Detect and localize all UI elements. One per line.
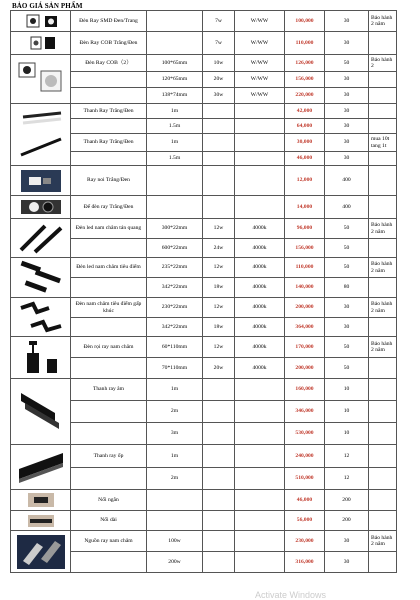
- product-size: 1m: [147, 134, 203, 152]
- product-name: Đèn led nam châm tán quang: [71, 219, 147, 239]
- product-color: 4000k: [235, 298, 285, 318]
- product-name: [71, 358, 147, 379]
- product-image-cell: [11, 337, 71, 379]
- magnetic-power-supply-icon: [15, 533, 67, 571]
- product-price: 364,000: [285, 318, 325, 337]
- product-power: 30w: [203, 88, 235, 104]
- product-size: [147, 32, 203, 55]
- long-connector-icon: [26, 513, 56, 529]
- product-power: [203, 134, 235, 152]
- product-size: 1m: [147, 445, 203, 468]
- product-power: [203, 423, 235, 445]
- product-qty: 30: [325, 318, 369, 337]
- product-price: 156,000: [285, 72, 325, 88]
- product-qty: 50: [325, 358, 369, 379]
- product-qty: 12: [325, 445, 369, 468]
- product-image-cell: [11, 298, 71, 337]
- product-power: [203, 104, 235, 119]
- table-row: [11, 337, 397, 358]
- product-qty: 30: [325, 119, 369, 134]
- table-row: [11, 32, 397, 55]
- rail-base-icon: [19, 198, 63, 216]
- product-color: [235, 401, 285, 423]
- product-qty: 30: [325, 88, 369, 104]
- recessed-rail-icon: [15, 383, 67, 441]
- product-note: [369, 278, 397, 298]
- product-size: [147, 11, 203, 32]
- product-qty: 30: [325, 104, 369, 119]
- product-qty: 200: [325, 490, 369, 511]
- product-name: Nguồn ray nam châm: [71, 531, 147, 552]
- product-price: 56,000: [285, 511, 325, 531]
- table-row: [11, 219, 397, 239]
- product-color: 4000k: [235, 258, 285, 278]
- product-name: Ray noi Trắng/Đen: [71, 166, 147, 196]
- product-name: Thanh Ray Trắng/Đen: [71, 134, 147, 152]
- product-size: 1m: [147, 104, 203, 119]
- product-price: 200,000: [285, 298, 325, 318]
- product-name: Thanh ray ốp: [71, 445, 147, 468]
- product-color: [235, 445, 285, 468]
- price-table: [10, 10, 397, 573]
- product-color: 4000k: [235, 278, 285, 298]
- product-image-cell: [11, 445, 71, 490]
- table-row: [11, 55, 397, 72]
- product-color: 4000k: [235, 337, 285, 358]
- product-power: 12w: [203, 337, 235, 358]
- product-power: [203, 401, 235, 423]
- product-power: [203, 511, 235, 531]
- product-qty: 30: [325, 32, 369, 55]
- product-qty: 50: [325, 219, 369, 239]
- product-qty: 30: [325, 152, 369, 166]
- product-size: 1m: [147, 379, 203, 401]
- product-name: [71, 552, 147, 573]
- product-qty: 80: [325, 278, 369, 298]
- product-note: [369, 88, 397, 104]
- product-color: W/WW: [235, 88, 285, 104]
- product-size: 60*110mm: [147, 337, 203, 358]
- product-note: [369, 490, 397, 511]
- product-name: Đèn Ray SMD Đen/Trang: [71, 11, 147, 32]
- product-power: [203, 119, 235, 134]
- product-color: [235, 379, 285, 401]
- product-price: 346,000: [285, 401, 325, 423]
- product-note: [369, 423, 397, 445]
- product-power: [203, 552, 235, 573]
- product-power: [203, 379, 235, 401]
- product-price: 110,000: [285, 258, 325, 278]
- product-size: 138*74mm: [147, 88, 203, 104]
- product-note: [369, 511, 397, 531]
- product-color: [235, 152, 285, 166]
- product-name: [71, 72, 147, 88]
- product-power: 12w: [203, 219, 235, 239]
- magnetic-linear-light-icon: [15, 220, 67, 256]
- product-name: Đèn Ray COB（2）: [71, 55, 147, 72]
- product-power: 12w: [203, 258, 235, 278]
- product-image-cell: [11, 196, 71, 219]
- product-power: [203, 468, 235, 490]
- product-color: [235, 104, 285, 119]
- product-color: [235, 531, 285, 552]
- short-connector-icon: [26, 491, 56, 509]
- product-size: 342*22mm: [147, 318, 203, 337]
- spotlight-product-icon: [19, 12, 63, 30]
- product-name: Thanh Ray Trắng/Đen: [71, 104, 147, 119]
- product-note: [369, 72, 397, 88]
- magnetic-track-spotlight-icon: [15, 339, 67, 377]
- product-color: [235, 552, 285, 573]
- product-price: 510,000: [285, 468, 325, 490]
- product-qty: 30: [325, 11, 369, 32]
- product-image-cell: [11, 32, 71, 55]
- product-note: Bảo hành 2 năm: [369, 258, 397, 278]
- product-size: 2m: [147, 468, 203, 490]
- product-qty: 50: [325, 55, 369, 72]
- product-price: 46,000: [285, 152, 325, 166]
- product-name: Đèn Ray COB Trắng/Đen: [71, 32, 147, 55]
- track-rail-icon: [15, 109, 67, 161]
- product-price: 110,000: [285, 32, 325, 55]
- magnetic-spot-linear-icon: [15, 260, 67, 296]
- table-row: [11, 490, 397, 511]
- product-size: 1.5m: [147, 119, 203, 134]
- product-name: [71, 468, 147, 490]
- product-power: [203, 166, 235, 196]
- product-power: [203, 531, 235, 552]
- product-image-cell: [11, 219, 71, 258]
- table-row: [11, 258, 397, 278]
- product-size: [147, 166, 203, 196]
- product-qty: 30: [325, 531, 369, 552]
- product-image-cell: [11, 511, 71, 531]
- product-image-cell: [11, 531, 71, 573]
- table-row: [11, 531, 397, 552]
- product-qty: 50: [325, 337, 369, 358]
- product-note: [369, 32, 397, 55]
- product-power: 18w: [203, 318, 235, 337]
- product-size: 70*110mm: [147, 358, 203, 379]
- product-name: [71, 401, 147, 423]
- table-row: [11, 166, 397, 196]
- folding-magnetic-light-icon: [15, 300, 67, 334]
- product-image-cell: [11, 490, 71, 511]
- product-power: 7w: [203, 32, 235, 55]
- product-name: [71, 278, 147, 298]
- product-color: 4000k: [235, 358, 285, 379]
- page-title: BẢO GIÁ SẢN PHẨM: [12, 2, 83, 10]
- product-price: 12,000: [285, 166, 325, 196]
- product-note: Bảo hành 2 năm: [369, 298, 397, 318]
- product-price: 96,000: [285, 219, 325, 239]
- product-color: [235, 119, 285, 134]
- track-spotlight-icon: [15, 57, 67, 101]
- table-row: [11, 511, 397, 531]
- product-image-cell: [11, 55, 71, 104]
- product-price: 240,000: [285, 445, 325, 468]
- product-price: 42,000: [285, 104, 325, 119]
- product-color: [235, 423, 285, 445]
- product-note: [369, 379, 397, 401]
- product-qty: 30: [325, 552, 369, 573]
- product-color: [235, 490, 285, 511]
- product-power: 24w: [203, 239, 235, 258]
- product-name: [71, 318, 147, 337]
- product-size: 1.5m: [147, 152, 203, 166]
- product-price: 46,000: [285, 490, 325, 511]
- product-price: 140,000: [285, 278, 325, 298]
- product-note: [369, 196, 397, 219]
- product-size: 230*22mm: [147, 298, 203, 318]
- table-row: [11, 11, 397, 32]
- product-color: 4000k: [235, 318, 285, 337]
- product-price: 530,000: [285, 423, 325, 445]
- product-qty: 30: [325, 134, 369, 152]
- product-note: [369, 239, 397, 258]
- product-note: [369, 358, 397, 379]
- product-color: W/WW: [235, 11, 285, 32]
- rail-connector-icon: [19, 168, 63, 194]
- table-row: [11, 298, 397, 318]
- product-size: 342*22mm: [147, 278, 203, 298]
- product-power: [203, 196, 235, 219]
- product-color: [235, 196, 285, 219]
- product-image-cell: [11, 379, 71, 445]
- product-size: 120*65mm: [147, 72, 203, 88]
- product-note: [369, 401, 397, 423]
- product-note: Bảo hành 2: [369, 55, 397, 72]
- product-qty: 400: [325, 166, 369, 196]
- product-name: Đế đèn ray Trắng/Đen: [71, 196, 147, 219]
- product-size: 235*22mm: [147, 258, 203, 278]
- product-image-cell: [11, 258, 71, 298]
- product-size: 300*22mm: [147, 219, 203, 239]
- table-row: [11, 445, 397, 468]
- product-price: 14,000: [285, 196, 325, 219]
- table-row: [11, 379, 397, 401]
- product-name: Đèn nam châm tiêu điểm gấp khúc: [71, 298, 147, 318]
- product-qty: 50: [325, 258, 369, 278]
- product-size: [147, 196, 203, 219]
- product-note: [369, 104, 397, 119]
- product-note: mua 10t tang 1t: [369, 134, 397, 152]
- product-power: 20w: [203, 358, 235, 379]
- product-name: Đèn rọi ray nam châm: [71, 337, 147, 358]
- product-color: [235, 134, 285, 152]
- table-row: [11, 196, 397, 219]
- product-qty: 50: [325, 239, 369, 258]
- product-price: 30,000: [285, 134, 325, 152]
- surface-rail-icon: [15, 447, 67, 487]
- product-power: 20w: [203, 72, 235, 88]
- product-power: 12w: [203, 298, 235, 318]
- product-image-cell: [11, 166, 71, 196]
- product-name: [71, 88, 147, 104]
- product-image-cell: [11, 104, 71, 166]
- product-size: 3m: [147, 423, 203, 445]
- product-image-cell: [11, 11, 71, 32]
- product-price: 64,000: [285, 119, 325, 134]
- product-qty: 10: [325, 379, 369, 401]
- product-color: W/WW: [235, 72, 285, 88]
- product-price: 170,000: [285, 337, 325, 358]
- product-note: [369, 318, 397, 337]
- product-color: [235, 166, 285, 196]
- product-color: 4000k: [235, 219, 285, 239]
- product-price: 126,000: [285, 55, 325, 72]
- product-qty: 30: [325, 298, 369, 318]
- product-power: 10w: [203, 55, 235, 72]
- product-name: Đèn led nam châm tiêu điểm: [71, 258, 147, 278]
- product-price: 100,000: [285, 11, 325, 32]
- product-qty: 10: [325, 401, 369, 423]
- product-note: Bảo hành 2 năm: [369, 11, 397, 32]
- product-name: Thanh ray âm: [71, 379, 147, 401]
- product-size: 200w: [147, 552, 203, 573]
- product-power: 18w: [203, 278, 235, 298]
- table-row: [11, 104, 397, 119]
- product-price: 230,000: [285, 531, 325, 552]
- product-name: [71, 423, 147, 445]
- product-name: Nối ngắn: [71, 490, 147, 511]
- product-power: [203, 152, 235, 166]
- product-color: W/WW: [235, 55, 285, 72]
- product-note: [369, 119, 397, 134]
- product-size: 100w: [147, 531, 203, 552]
- product-qty: 12: [325, 468, 369, 490]
- product-power: 7w: [203, 11, 235, 32]
- product-size: [147, 511, 203, 531]
- product-power: [203, 445, 235, 468]
- product-price: 160,000: [285, 379, 325, 401]
- product-note: Bảo hành 2 năm: [369, 531, 397, 552]
- product-price: 156,000: [285, 239, 325, 258]
- product-note: Bảo hành 2 năm: [369, 219, 397, 239]
- product-note: [369, 468, 397, 490]
- product-note: [369, 445, 397, 468]
- product-size: 100*65mm: [147, 55, 203, 72]
- product-color: 4000k: [235, 239, 285, 258]
- product-name: Nối dài: [71, 511, 147, 531]
- product-note: [369, 166, 397, 196]
- product-size: 600*22mm: [147, 239, 203, 258]
- activation-watermark: Activate Windows: [255, 590, 327, 600]
- product-note: [369, 552, 397, 573]
- product-qty: 400: [325, 196, 369, 219]
- product-name: [71, 152, 147, 166]
- product-price: 220,000: [285, 88, 325, 104]
- product-price: 316,000: [285, 552, 325, 573]
- product-price: 200,000: [285, 358, 325, 379]
- product-name: [71, 239, 147, 258]
- product-size: [147, 490, 203, 511]
- product-qty: 30: [325, 72, 369, 88]
- product-note: [369, 152, 397, 166]
- spotlight-product-icon: [21, 33, 61, 53]
- product-name: [71, 119, 147, 134]
- product-color: W/WW: [235, 32, 285, 55]
- product-note: Bảo hành 2 năm: [369, 337, 397, 358]
- product-size: 2m: [147, 401, 203, 423]
- product-color: [235, 511, 285, 531]
- product-color: [235, 468, 285, 490]
- product-power: [203, 490, 235, 511]
- product-qty: 10: [325, 423, 369, 445]
- product-qty: 200: [325, 511, 369, 531]
